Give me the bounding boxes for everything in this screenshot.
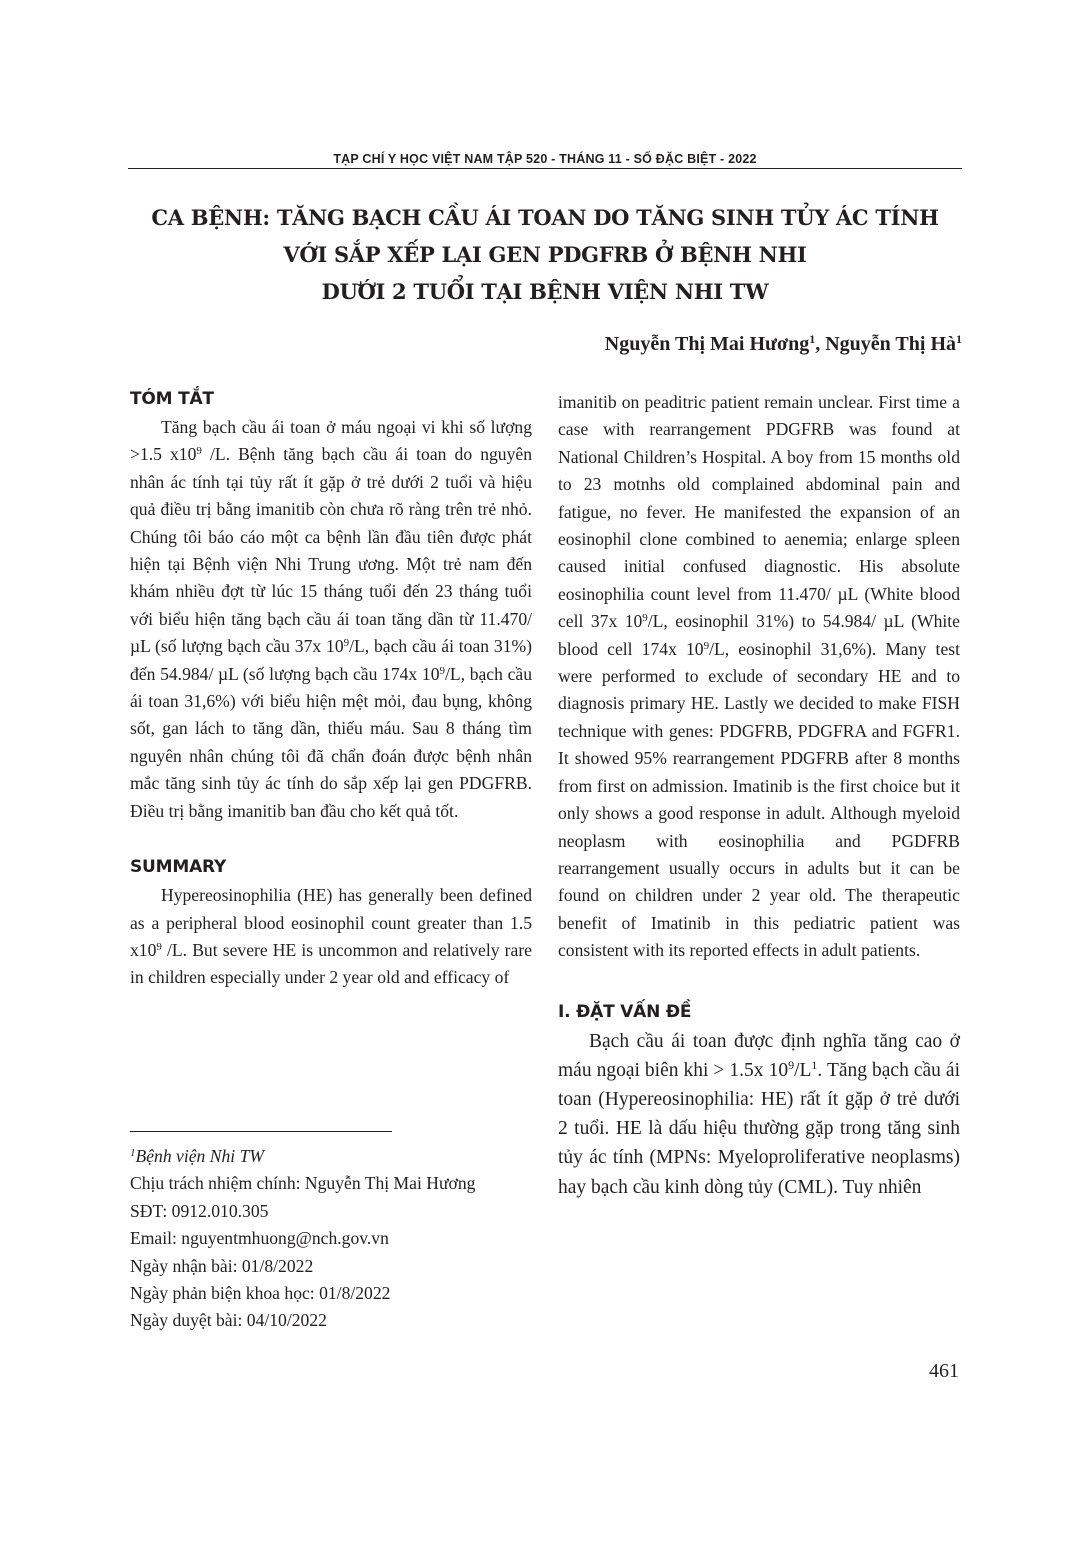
introduction-heading: I. ĐẶT VẤN ĐỀ	[558, 1001, 692, 1022]
footnote-accepted: Ngày duyệt bài: 04/10/2022	[130, 1310, 327, 1331]
summary-english	[130, 852, 532, 992]
author-1: Nguyễn Thị Mai Hương	[604, 333, 810, 355]
abstract-paragraph: Tăng bạch cầu ái toan ở máu ngoại vi khi số lượng >1.5 $x10^9$ /L. Bệnh tăng bạch cầu ái toan do nguyên nhân ác tính tại tủy rất ít gặp ở trẻ dưới 2 tuổi và hiệu quả điều trị bằng imanitib còn chưa rõ ràng trên trẻ nhỏ. Chúng tôi báo cáo một ca bệnh lần đầu tiên được phát hiện tại Bệnh viện Nhi Trung ương. Một trẻ nam đến khám nhiều đợt từ lúc 15 tháng tuổi đến 23 tháng tuổi với biểu hiện tăng bạch cầu ái toan tăng dần từ 11.470/ µL (số lượng bạch cầu 37x $10^9/L$, bạch cầu ái toan 31%) đến 54.984/ µL (số lượng bạch cầu 174x $10^9/L$, bạch cầu ái toan 31,6%) với biểu hiện mệt mỏi, đau bụng, không sốt, gan lách to tăng dần, thiếu máu. Sau 8 tháng tìm nguyên nhân chúng tôi đã chẩn đoán được bệnh nhân mắc tăng sinh tủy ác tính do sắp xếp lại gen PDGFRB. Điều trị bằng imanitib ban đầu cho kết quả tốt.	[130, 417, 533, 821]
footnote-responsible: Chịu trách nhiệm chính: Nguyễn Thị Mai Hương	[130, 1173, 476, 1194]
introduction-paragraph: Bạch cầu ái toan được định nghĩa tăng cao ở máu ngoại biên khi > 1.5x $10^9/L^1$. Tăng bạch cầu ái toan (Hypereosinophilia: HE) rất ít gặp ở trẻ dưới 2 tuổi. HE là dấu hiệu thường gặp trong tăng sinh tủy ác tính (MPNs: Myeloproliferative neoplasms) hay bạch cầu kinh dòng tủy (CML). Tuy nhiên	[558, 1030, 960, 1198]
footnote-email: Email: nguyentmhuong@nch.gov.vn	[130, 1228, 389, 1249]
page-number: 461	[929, 1360, 959, 1382]
footnote-phone: SĐT: 0912.010.305	[130, 1200, 269, 1221]
author-list	[605, 333, 962, 356]
article-title	[128, 199, 962, 310]
author-2: Nguyễn Thị Hà	[825, 333, 956, 355]
left-column	[130, 384, 532, 992]
footnote-reviewed: Ngày phản biện khoa học: 01/8/2022	[130, 1283, 391, 1304]
abstract-vietnamese	[130, 384, 532, 825]
author-2-affiliation: 1	[956, 332, 962, 346]
footnote-affiliation: $^1$Bệnh viện Nhi TW	[130, 1146, 265, 1166]
right-column	[558, 389, 960, 1202]
abstract-heading: TÓM TẮT	[130, 389, 214, 409]
header-rule	[128, 168, 962, 169]
summary-paragraph-continued: imanitib on peaditric patient remain unclear. First time a case with rearrangement PDGFRB was found at National Children’s Hospital. A boy from 15 months old to 23 motnhs old complained abdominal pain and fatigue, no fever. He manifested the expansion of an eosinophil clone combined to aenemia; enlarge spleen caused initial confused diagnostic. His absolute eosinophilia count level from 11.470/ µL (White blood cell 37x $10^9/L$, eosinophil 31%) to 54.984/ µL (White blood cell 174x $10^9/L$, eosinophil 31,6%). Many test were performed to exclude of secondary HE and to diagnosis primary HE. Lastly we decided to make FISH technique with genes: PDGFRB, PDGFRA and FGFR1. It showed 95% rearrangement PDGFRB after 8 months from first on admission. Imatinib is the first choice but it only shows a good response in adult. Although myeloid neoplasm with eosinophilia and PGDFRB rearrangement usually occurs in adults but it can be found on children under 2 year old. The therapeutic benefit of Imatinib in this pediatric patient was consistent with its reported effects in adult patients.	[558, 392, 960, 961]
author-1-affiliation: 1	[809, 332, 816, 346]
summary-paragraph-start: Hypereosinophilia (HE) has generally been defined as a peripheral blood eosinophil count greater than 1.5 $x10^9$ /L. But severe HE is uncommon and relatively rare in children especially under 2 year old and efficacy of	[130, 885, 532, 988]
journal-header: TẠP CHÍ Y HỌC VIỆT NAM TẬP 520 - THÁNG 11 - SỐ ĐẶC BIỆT - 2022	[333, 152, 757, 166]
title-line-1: CA BỆNH: TĂNG BẠCH CẦU ÁI TOAN DO TĂNG SINH TỦY ÁC TÍNH	[151, 205, 939, 230]
author-separator: ,	[815, 333, 826, 355]
summary-heading: SUMMARY	[130, 857, 227, 878]
footnote-received: Ngày nhận bài: 01/8/2022	[130, 1255, 314, 1276]
title-line-3: DƯỚI 2 TUỔI TẠI BỆNH VIỆN NHI TW	[321, 279, 769, 304]
introduction-section	[558, 997, 960, 1202]
footnote-rule	[130, 1131, 392, 1132]
footnotes	[130, 1143, 540, 1335]
title-line-2: VỚI SẮP XẾP LẠI GEN PDGFRB Ở BỆNH NHI	[283, 242, 807, 267]
